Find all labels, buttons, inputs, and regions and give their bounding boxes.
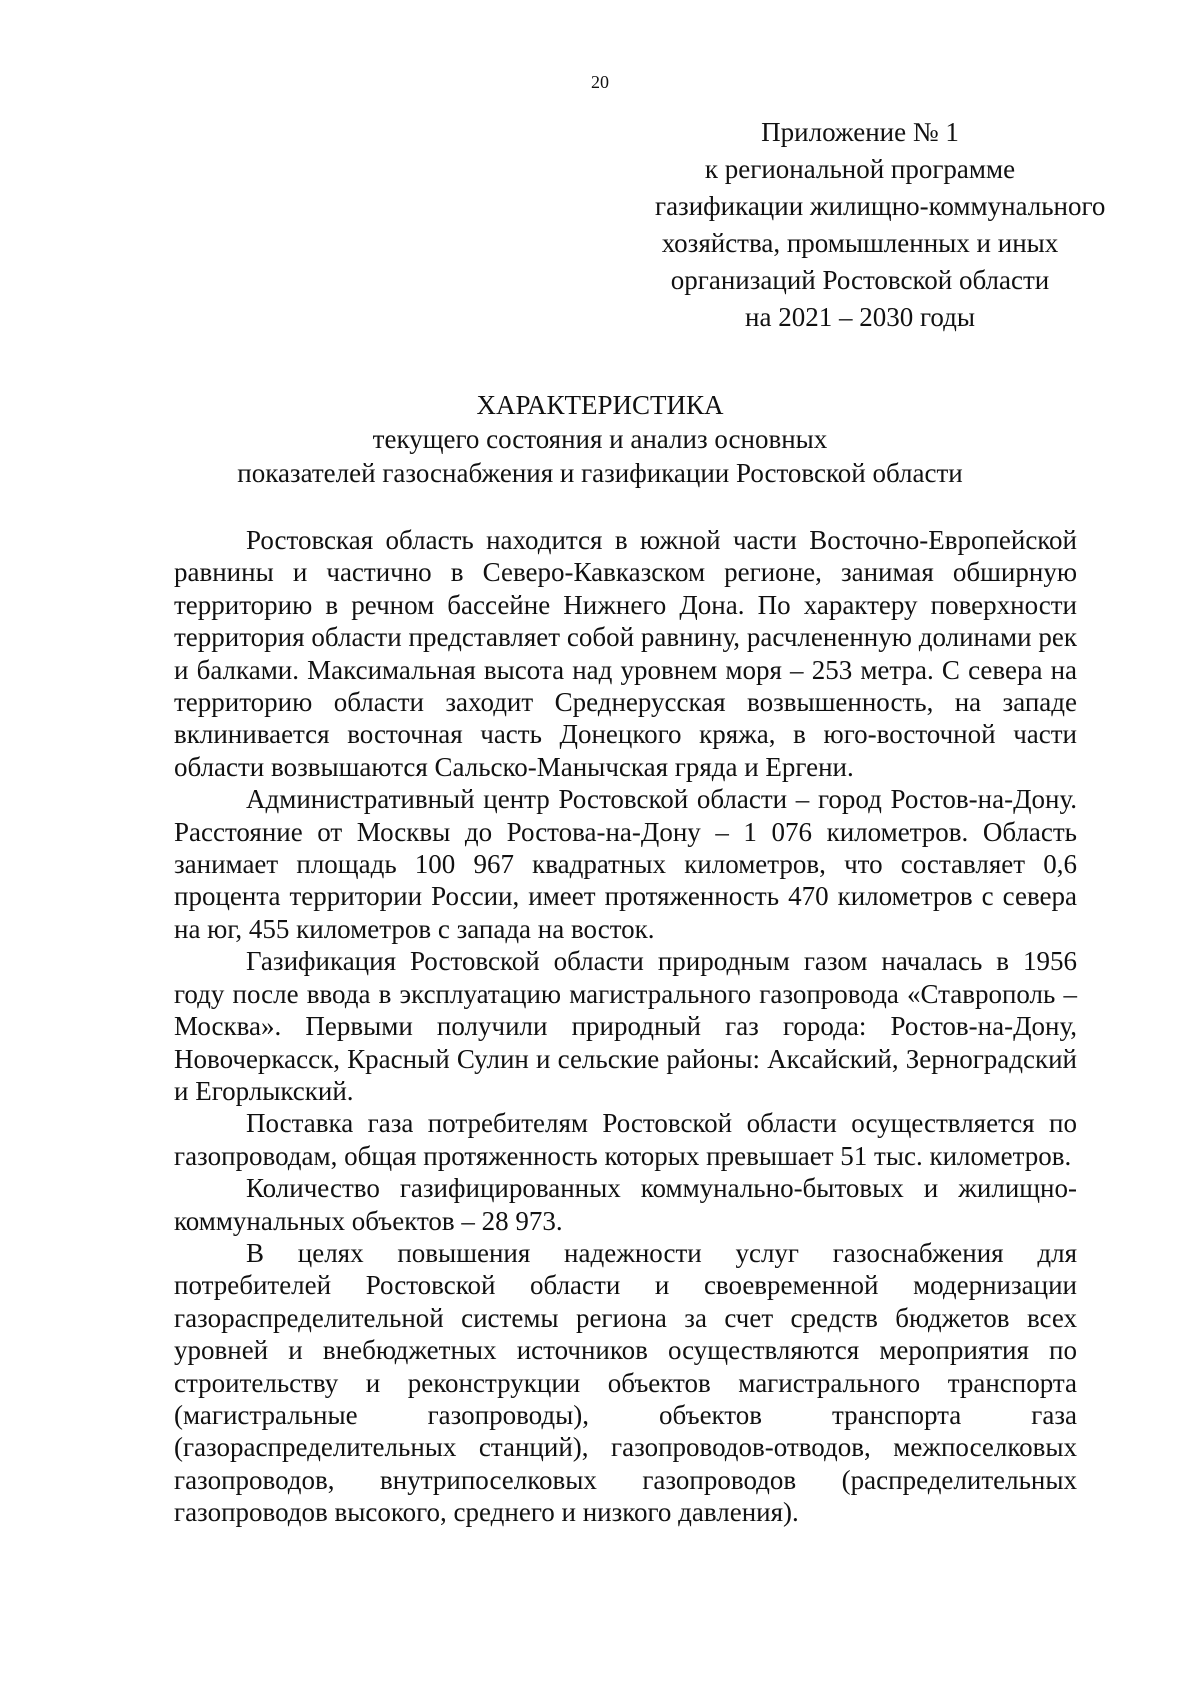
- paragraph-gasification-history: Газификация Ростовской области природным газом началась в 1956 году после ввода в эксплуатацию магистрального газопровода «Ставрополь – Москва». Первыми получили природный газ города: Ростов-на-Дону, Новочеркасск, Красный Сулин и сельские районы: Аксайский, Зерноградский и Егорлыкский.: [174, 946, 1077, 1106]
- appendix-header: [655, 114, 1106, 336]
- paragraph-geography: Ростовская область находится в южной части Восточно-Европейской равнины и частично в Северо-Кавказском регионе, занимая обширную территорию в речном бассейне Нижнего Дона. По характеру поверхности территория области представляет собой равнину, расчлененную долинами рек и балками. Максимальная высота над уровнем моря – 253 метра. С севера на территорию области заходит Среднерусская возвышенность, на западе вклинивается восточная часть Донецкого кряжа, в юго-восточной части области возвышаются Сальско-Манычская гряда и Ергени.: [174, 525, 1077, 782]
- appendix-line: газификации жилищно-коммунального: [655, 191, 1106, 221]
- page-number: 20: [591, 72, 609, 92]
- paragraph-gasified-objects: Количество газифицированных коммунально-бытовых и жилищно-коммунальных объектов – 28 973.: [174, 1173, 1077, 1236]
- body-text: [174, 524, 1077, 1529]
- paragraph-admin-center: Административный центр Ростовской области – город Ростов-на-Дону. Расстояние от Москвы до Ростова-на-Дону – 1 076 километров. Область занимает площадь 100 967 квадратных километров, что составляет 0,6 процента территории России, имеет протяженность 470 километров с севера на юг, 455 километров с запада на восток.: [174, 784, 1077, 944]
- appendix-line: организаций Ростовской области: [670, 265, 1050, 295]
- document-subtitle-line: показателей газоснабжения и газификации Ростовской области: [237, 458, 963, 488]
- appendix-line: Приложение № 1: [761, 117, 959, 147]
- paragraph-modernization: В целях повышения надежности услуг газоснабжения для потребителей Ростовской области и своевременной модернизации газораспределительной системы региона за счет средств бюджетов всех уровней и внебюджетных источников осуществляются мероприятия по строительству и реконструкции объектов магистрального транспорта (магистральные газопроводы), объектов транспорта газа (газораспределительных станций), газопроводов-отводов, межпоселковых газопроводов, внутрипоселковых газопроводов (распределительных газопроводов высокого, среднего и низкого давления).: [174, 1237, 1077, 1528]
- paragraph-gas-supply: Поставка газа потребителям Ростовской области осуществляется по газопроводам, общая протяженность которых превышает 51 тыс. километров.: [174, 1108, 1077, 1171]
- appendix-line: хозяйства, промышленных и иных: [661, 228, 1059, 258]
- document-heading: [0, 388, 1200, 490]
- appendix-line: к региональной программе: [704, 154, 1016, 184]
- appendix-line: на 2021 – 2030 годы: [745, 302, 975, 332]
- document-title: ХАРАКТЕРИСТИКА: [476, 390, 724, 420]
- document-subtitle-line: текущего состояния и анализ основных: [372, 424, 828, 454]
